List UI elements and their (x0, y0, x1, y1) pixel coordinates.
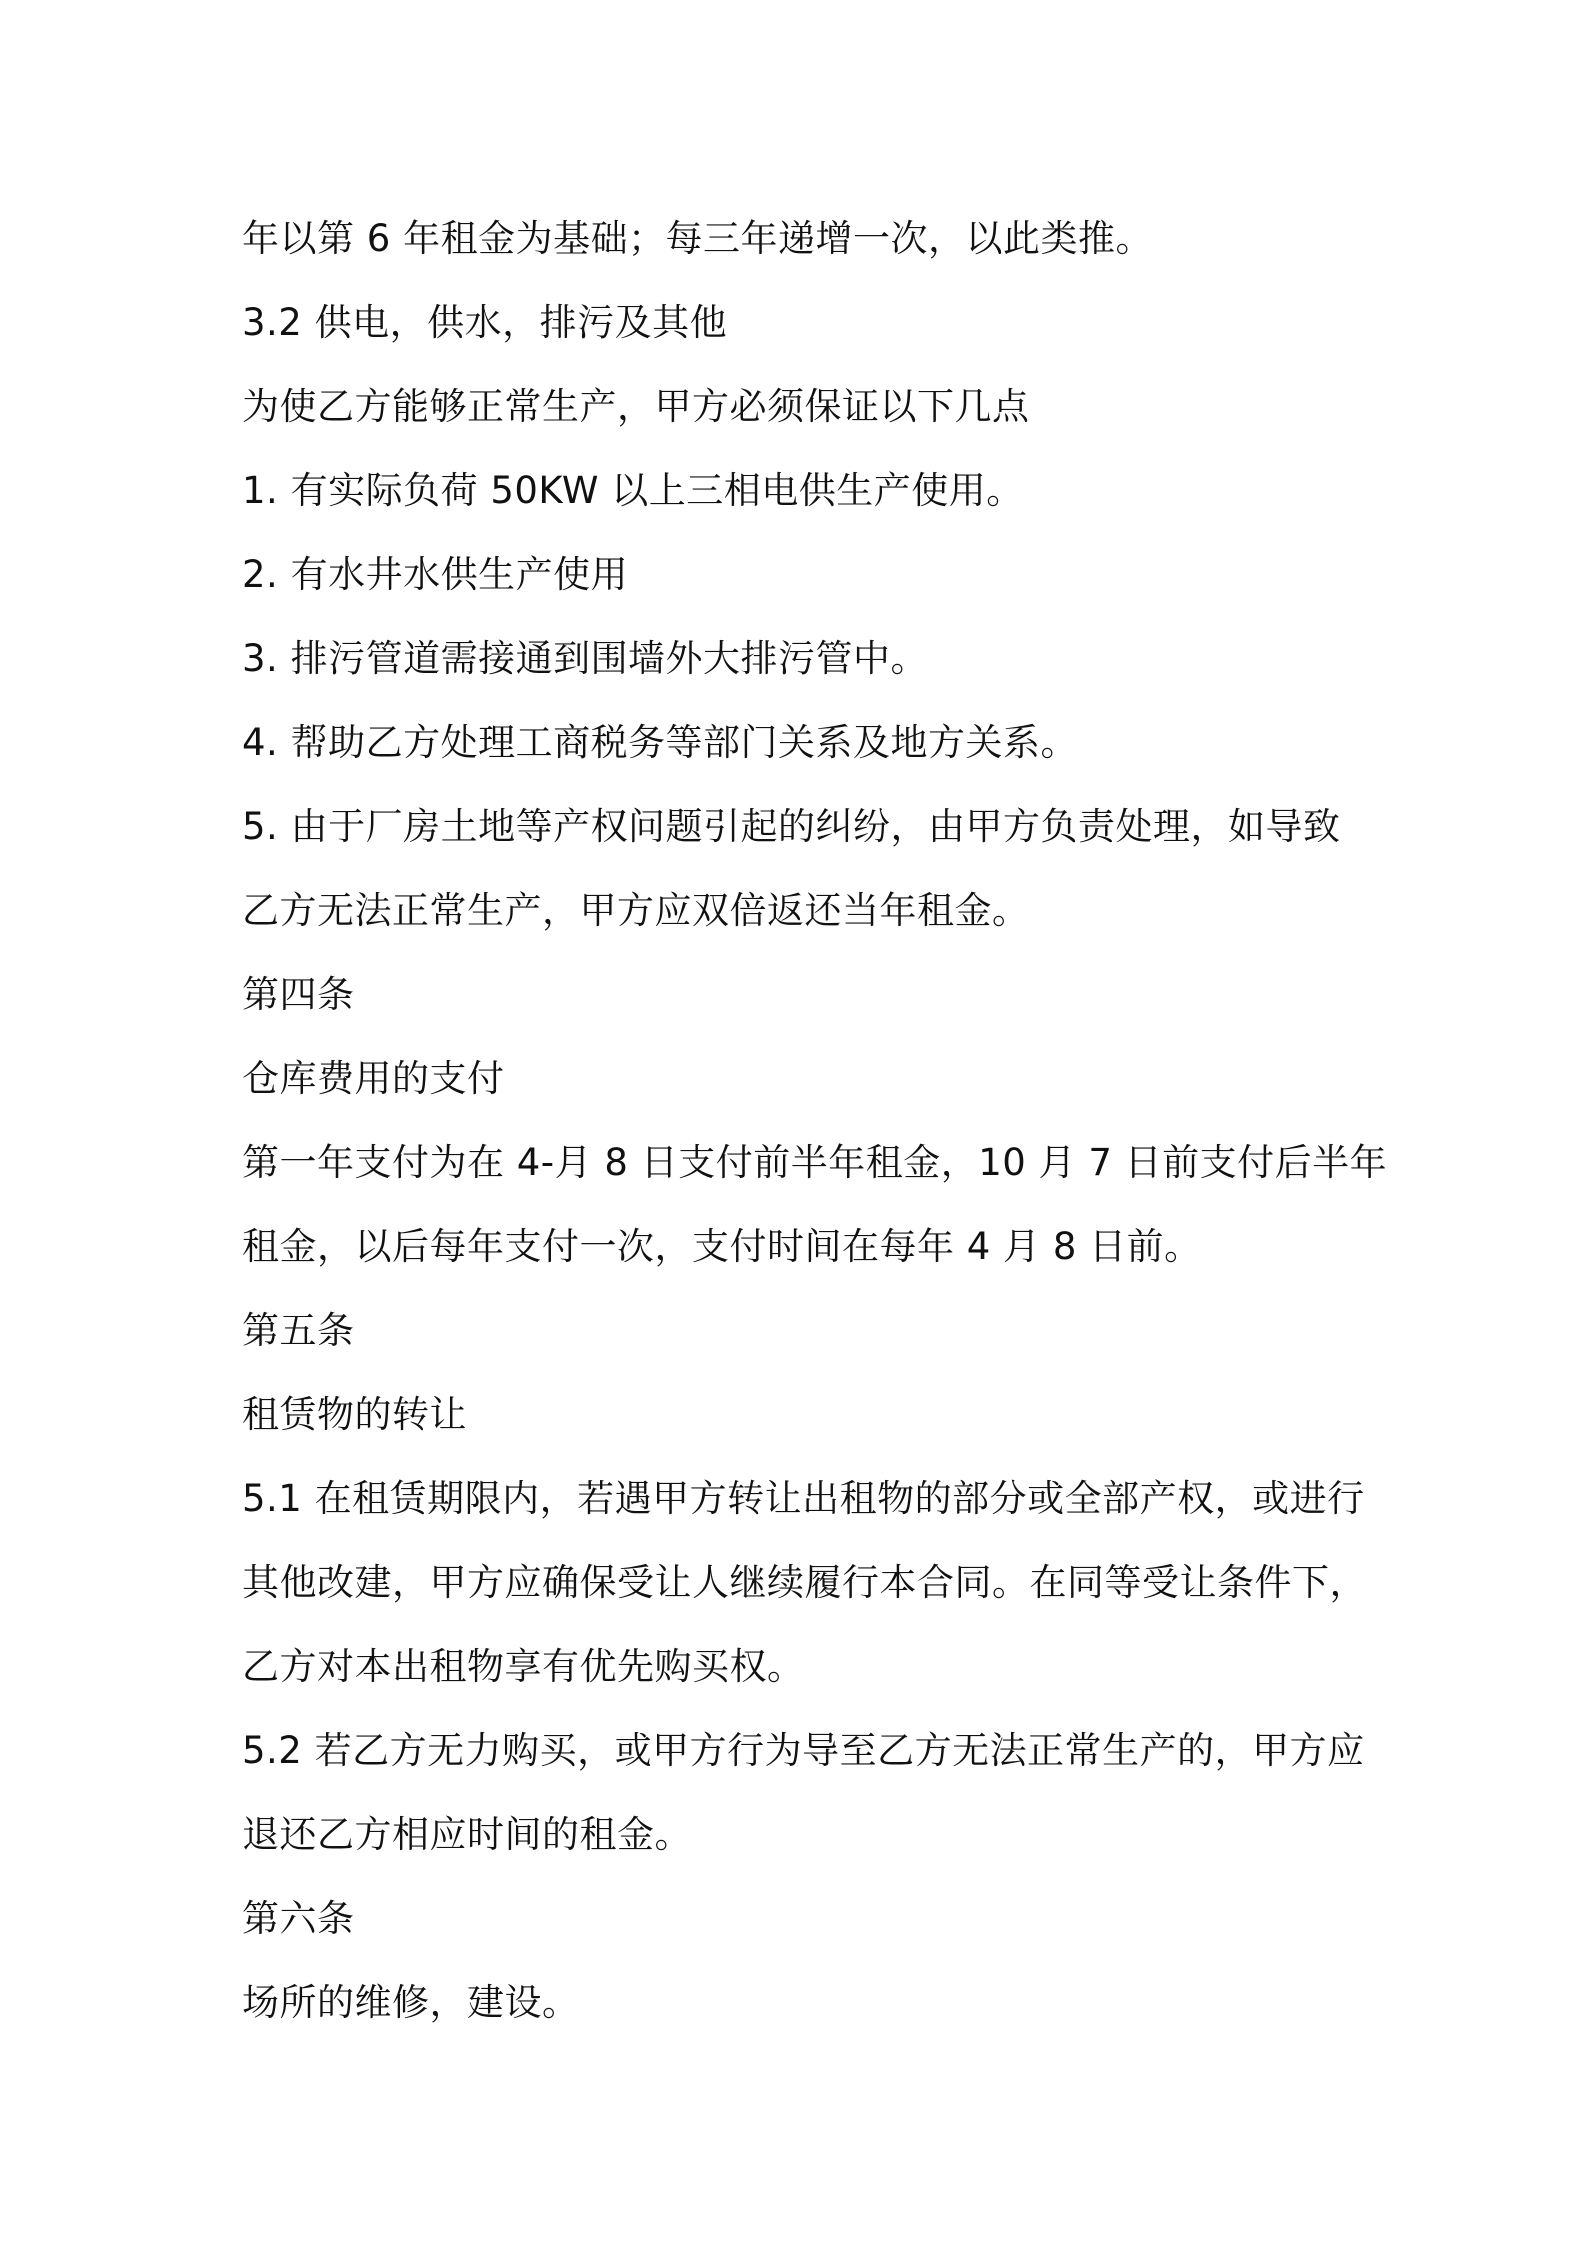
text-line-payment-2: 租金，以后每年支付一次，支付时间在每年 4 月 8 日前。 (242, 1225, 1202, 1268)
clause-5-1-line-2: 其他改建，甲方应确保受让人继续履行本合同。在同等受让条件下， (242, 1561, 1367, 1604)
article-heading-6: 第六条 (242, 1897, 355, 1940)
article-title-4: 仓库费用的支付 (242, 1057, 505, 1100)
section-heading-3-2: 3.2 供电，供水，排污及其他 (242, 301, 728, 344)
article-heading-4: 第四条 (242, 973, 355, 1016)
document-body (242, 197, 1388, 2045)
list-item-1: 1. 有实际负荷 50KW 以上三相电供生产使用。 (242, 469, 1024, 512)
clause-5-2-line-2: 退还乙方相应时间的租金。 (242, 1813, 692, 1856)
clause-5-1-line-3: 乙方对本出租物享有优先购买权。 (242, 1645, 805, 1688)
list-item-3: 3. 排污管道需接通到围墙外大排污管中。 (242, 637, 929, 680)
list-item-5: 5. 由于厂房土地等产权问题引起的纠纷，由甲方负责处理，如导致 (242, 805, 1341, 848)
clause-5-1-line-1: 5.1 在租赁期限内，若遇甲方转让出租物的部分或全部产权，或进行 (242, 1477, 1365, 1520)
text-line-continuation-year6: 年以第 6 年租金为基础；每三年递增一次，以此类推。 (242, 217, 1154, 260)
article-heading-5: 第五条 (242, 1309, 355, 1352)
article-title-5: 租赁物的转让 (242, 1393, 467, 1436)
article-title-6: 场所的维修，建设。 (242, 1981, 580, 2024)
list-item-4: 4. 帮助乙方处理工商税务等部门关系及地方关系。 (242, 721, 1079, 764)
text-line-payment-1: 第一年支付为在 4-月 8 日支付前半年租金，10 月 7 日前支付后半年 (242, 1141, 1388, 1184)
list-item-2: 2. 有水井水供生产使用 (242, 553, 629, 596)
clause-5-2-line-1: 5.2 若乙方无力购买，或甲方行为导至乙方无法正常生产的，甲方应 (242, 1729, 1365, 1772)
text-line-requirements-intro: 为使乙方能够正常生产，甲方必须保证以下几点 (242, 385, 1030, 428)
list-item-5-continued: 乙方无法正常生产，甲方应双倍返还当年租金。 (242, 889, 1030, 932)
